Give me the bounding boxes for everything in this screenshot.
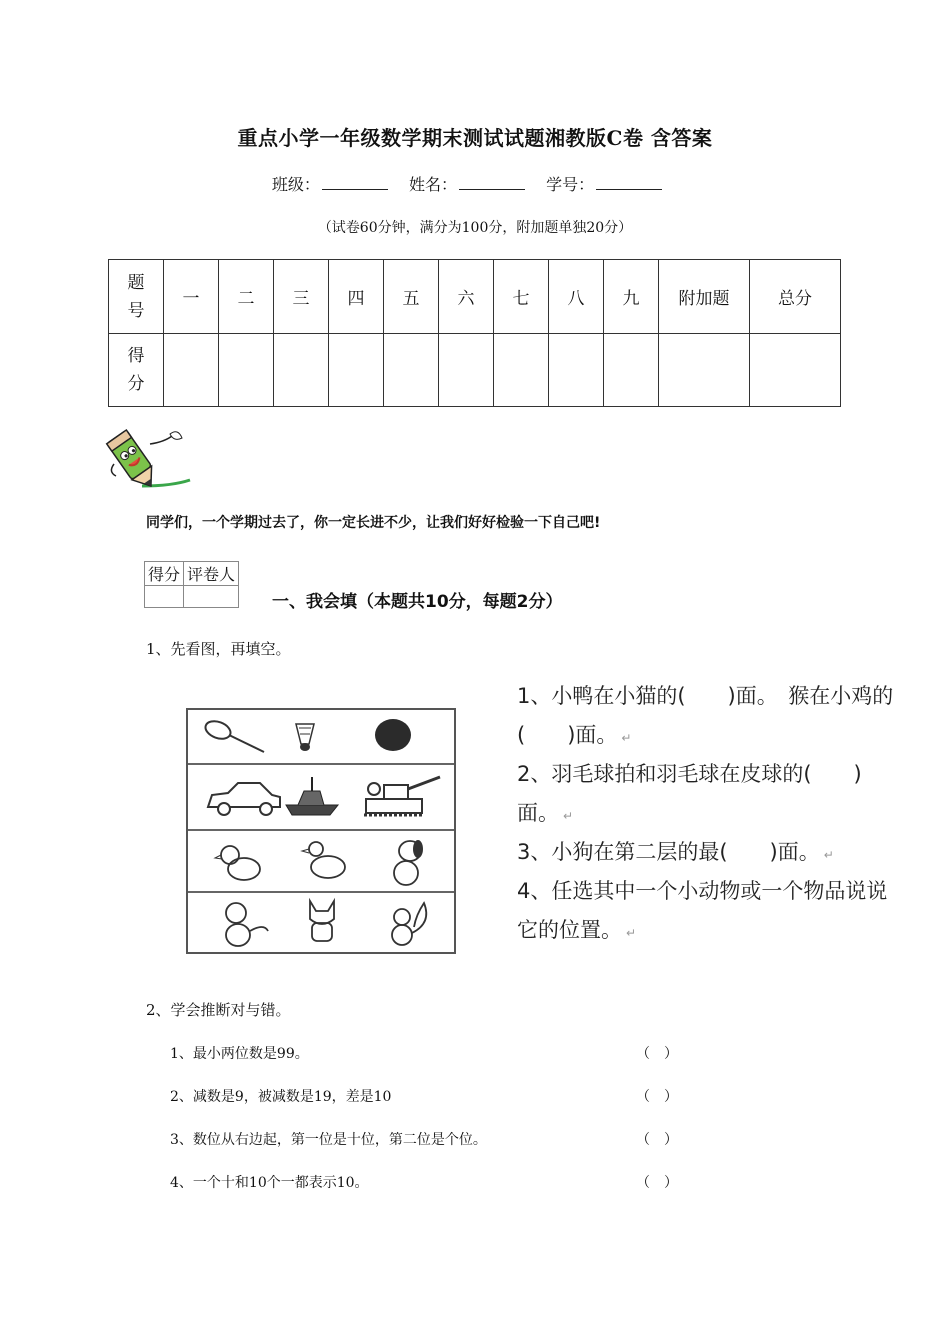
q1-item-4: 4、任选其中一个小动物或一个物品说说它的位置。 ↵ (517, 879, 888, 942)
col-header: 八 (549, 260, 604, 334)
score-cell[interactable] (549, 334, 604, 407)
exam-note: （试卷60分钟，满分为100分，附加题单独20分） (317, 220, 633, 236)
tf-item-1: 1、最小两位数是99。 (170, 1046, 309, 1062)
pencil-mascot-icon (102, 424, 194, 494)
monkey-cat-squirrel-icon (188, 893, 454, 952)
col-header: 九 (604, 260, 659, 334)
score-cell[interactable] (659, 334, 750, 407)
page-title: 重点小学一年级数学期末测试试题湘教版C卷 含答案 (237, 126, 713, 150)
score-table (108, 259, 841, 407)
score-cell[interactable] (274, 334, 329, 407)
col-header: 总分 (750, 260, 841, 334)
col-header: 七 (494, 260, 549, 334)
tf-answer-1[interactable]: （ ） (636, 1046, 678, 1062)
col-header: 一 (164, 260, 219, 334)
grader-score-label: 得分 (145, 562, 184, 586)
row-label-score: 得 分 (109, 334, 164, 407)
tf-item-2: 2、减数是9，被减数是19，差是10 (170, 1089, 392, 1105)
score-cell[interactable] (604, 334, 659, 407)
name-label: 姓名： (408, 175, 457, 194)
col-header: 四 (329, 260, 384, 334)
q1-item-1: 1、小鸭在小猫的( )面。 猴在小鸡的( )面。 ↵ (517, 684, 894, 747)
score-cell[interactable] (164, 334, 219, 407)
greeting-text: 同学们，一个学期过去了，你一定长进不少，让我们好好检验一下自己吧! (146, 515, 601, 531)
score-cell[interactable] (384, 334, 439, 407)
grader-score-cell[interactable] (145, 586, 184, 608)
picture-row-third (188, 831, 454, 893)
picture-row-bottom (188, 893, 454, 952)
question-2-label: 2、学会推断对与错。 (146, 1001, 291, 1019)
score-cell[interactable] (329, 334, 384, 407)
racket-shuttlecock-ball-icon (188, 710, 454, 763)
tf-answer-4[interactable]: （ ） (636, 1175, 678, 1191)
id-blank[interactable] (596, 175, 662, 190)
chick-duck-dog-icon (188, 831, 454, 891)
tf-answer-2[interactable]: （ ） (636, 1089, 678, 1105)
section-1-title: 一、我会填（本题共10分，每题2分） (272, 592, 563, 612)
col-header: 附加题 (659, 260, 750, 334)
tf-answer-3[interactable]: （ ） (636, 1132, 678, 1148)
score-cell[interactable] (219, 334, 274, 407)
q1-item-2: 2、羽毛球拍和羽毛球在皮球的( )面。 ↵ (517, 762, 862, 825)
col-header: 二 (219, 260, 274, 334)
col-header: 三 (274, 260, 329, 334)
position-picture (186, 708, 456, 954)
car-ship-tank-icon (188, 765, 454, 829)
picture-row-top (188, 710, 454, 765)
name-blank[interactable] (459, 175, 525, 190)
score-cell[interactable] (494, 334, 549, 407)
tf-item-4: 4、一个十和10个一都表示10。 (170, 1175, 369, 1191)
question-1-label: 1、先看图，再填空。 (146, 640, 291, 658)
score-cell[interactable] (439, 334, 494, 407)
grader-name-cell[interactable] (184, 586, 239, 608)
grader-box (144, 561, 239, 608)
score-cell[interactable] (750, 334, 841, 407)
col-header: 六 (439, 260, 494, 334)
class-label: 班级： (271, 175, 320, 194)
tf-item-3: 3、数位从右边起，第一位是十位，第二位是个位。 (170, 1132, 487, 1148)
col-header: 五 (384, 260, 439, 334)
id-label: 学号： (546, 175, 595, 194)
grader-name-label: 评卷人 (184, 562, 239, 586)
picture-row-second (188, 765, 454, 831)
q1-item-3: 3、小狗在第二层的最( )面。 ↵ (517, 840, 834, 864)
student-info (0, 172, 950, 195)
row-label-number: 题 号 (109, 260, 164, 334)
class-blank[interactable] (322, 175, 388, 190)
